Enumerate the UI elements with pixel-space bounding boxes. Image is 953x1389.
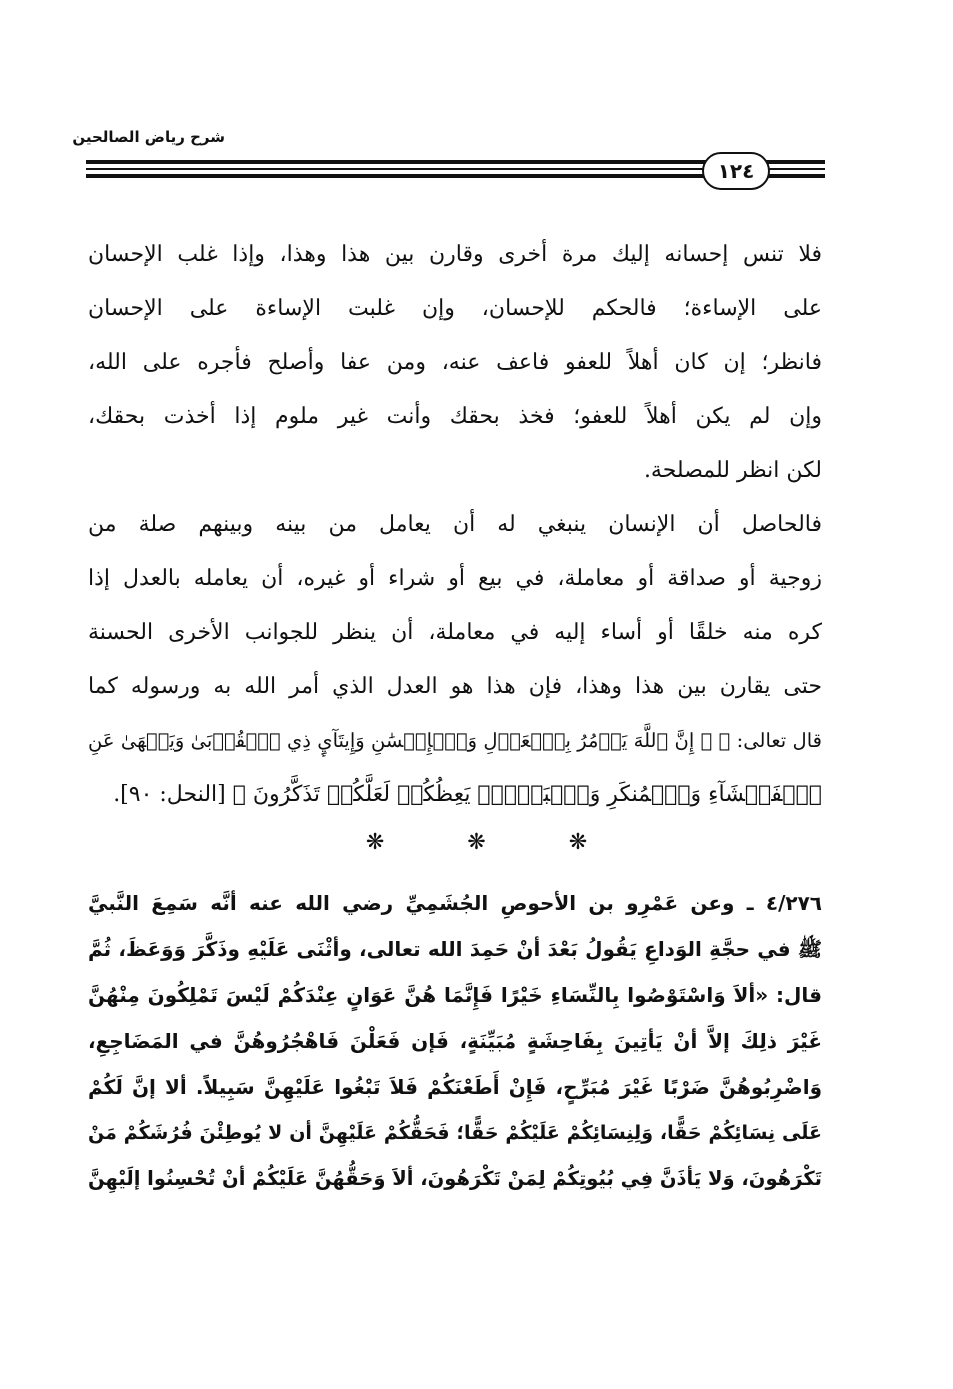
section-separator xyxy=(0,830,953,855)
hadith-line: ﷺ في حجَّةِ الوَداعِ يَقُولُ بَعْدَ أنْ حَمِدَ الله تعالى، وأثْنَى عَلَيْهِ وذَكَّرَ وَوَعَظَ، ثُمَّ xyxy=(88,937,822,961)
hadith-line: قال: «ألاَ وَاسْتَوْصُوا بِالنِّسَاءِ خَيْرًا فَإِنَّمَا هُنَّ عَوَانٍ عِنْدَكُمْ لَيْسَ تَمْلِكُونَ مِنْهُنَّ xyxy=(88,983,822,1007)
text-line: فلا تنس إحسانه إليك مرة أخرى وقارن بين هذا وهذا، وإذا غلب الإحسان xyxy=(88,242,822,267)
quran-verse-line: ٱلۡفَحۡشَآءِ وَٱلۡمُنكَرِ وَٱلۡبَغۡيِۚ يَعِظُكُمۡ لَعَلَّكُمۡ تَذَكَّرُونَ ﴾ [النحل: ٩٠]. xyxy=(113,782,822,807)
text-line: على الإساءة؛ فالحكم للإحسان، وإن غلبت الإساءة على الإحسان xyxy=(88,296,822,321)
quran-verse-line: قال تعالى: ﴿ ۞ إِنَّ ٱللَّهَ يَأۡمُرُ بِٱلۡعَدۡلِ وَٱلۡإِحۡسَٰنِ وَإِيتَآيِٕ ذِي ٱلۡقُرۡبَىٰ وَيَنۡهَىٰ عَنِ xyxy=(88,729,822,752)
page-number: ١٢٤ xyxy=(702,152,770,190)
asterism-icon: ❋ xyxy=(467,830,486,855)
text-line: فالحاصل أن الإنسان ينبغي له أن يعامل من بينه وبينهم صلة من xyxy=(88,512,822,537)
text-line: زوجية أو صداقة أو معاملة، في بيع أو شراء أو غيره، أن يعامله بالعدل إذا xyxy=(88,566,822,591)
asterism-icon: ❋ xyxy=(568,830,588,855)
text-line: فانظر؛ إن كان أهلاً للعفو فاعف عنه، ومن عفا وأصلح فأجره على الله، xyxy=(88,350,822,375)
text-line: كره منه خلقًا أو أساء إليه في معاملة، أن ينظر للجوانب الأخرى الحسنة xyxy=(88,620,822,645)
text-line: لكن انظر للمصلحة. xyxy=(643,458,822,483)
text-line: حتى يقارن بين هذا وهذا، فإن هذا هو العدل الذي أمر الله به ورسوله كما xyxy=(88,674,822,699)
hadith-text xyxy=(88,880,822,1202)
text-line: وإن لم يكن أهلاً للعفو؛ فخذ بحقك وأنت غير ملوم إذا أخذت بحقك، xyxy=(88,404,822,429)
hadith-line: وَاضْرِبُوهُنَّ ضَرْبًا غَيْرَ مُبَرِّحٍ، فَإِنْ أَطَعْنَكُمْ فَلاَ تَبْغُوا عَلَيْهِنَّ سَبِيلاً. ألا إنَّ لَكُمْ xyxy=(88,1075,822,1099)
asterism-icon: ❋ xyxy=(365,830,385,855)
commentary-text xyxy=(88,228,822,822)
running-title: شرح رياض الصالحين xyxy=(72,128,225,146)
hadith-line: عَلَى نِسَائِكُمْ حَقًّا، وَلِنِسَائِكُمْ عَلَيْكُمْ حَقًّا؛ فَحَقُّكُمْ عَلَيْهِنَّ أن لا يُوطِئْنَ فُرُشَكُمْ مَنْ xyxy=(88,1122,822,1144)
hadith-line: غَيْرَ ذلِكَ إلاَّ أنْ يَأتِينَ بِفَاحِشَةٍ مُبَيِّنَةٍ، فَإن فَعَلْنَ فَاهْجُرُوهُنَّ في المَضَاجِعِ، xyxy=(88,1029,822,1053)
hadith-line: تَكْرَهُونَ، وَلا يَأذَنَّ فِي بُيُوتِكُمْ لِمَنْ تَكْرَهُونَ، ألاَ وَحَقُّهُنَّ عَلَيْكُمْ أنْ تُحْسِنُوا إلَيْهِنَّ xyxy=(88,1167,822,1190)
hadith-line: ٤/٢٧٦ ـ وعن عَمْرِو بن الأحوصِ الجُشَمِيِّ رضي الله عنه أنَّه سَمِعَ النَّبيَّ xyxy=(88,891,822,915)
